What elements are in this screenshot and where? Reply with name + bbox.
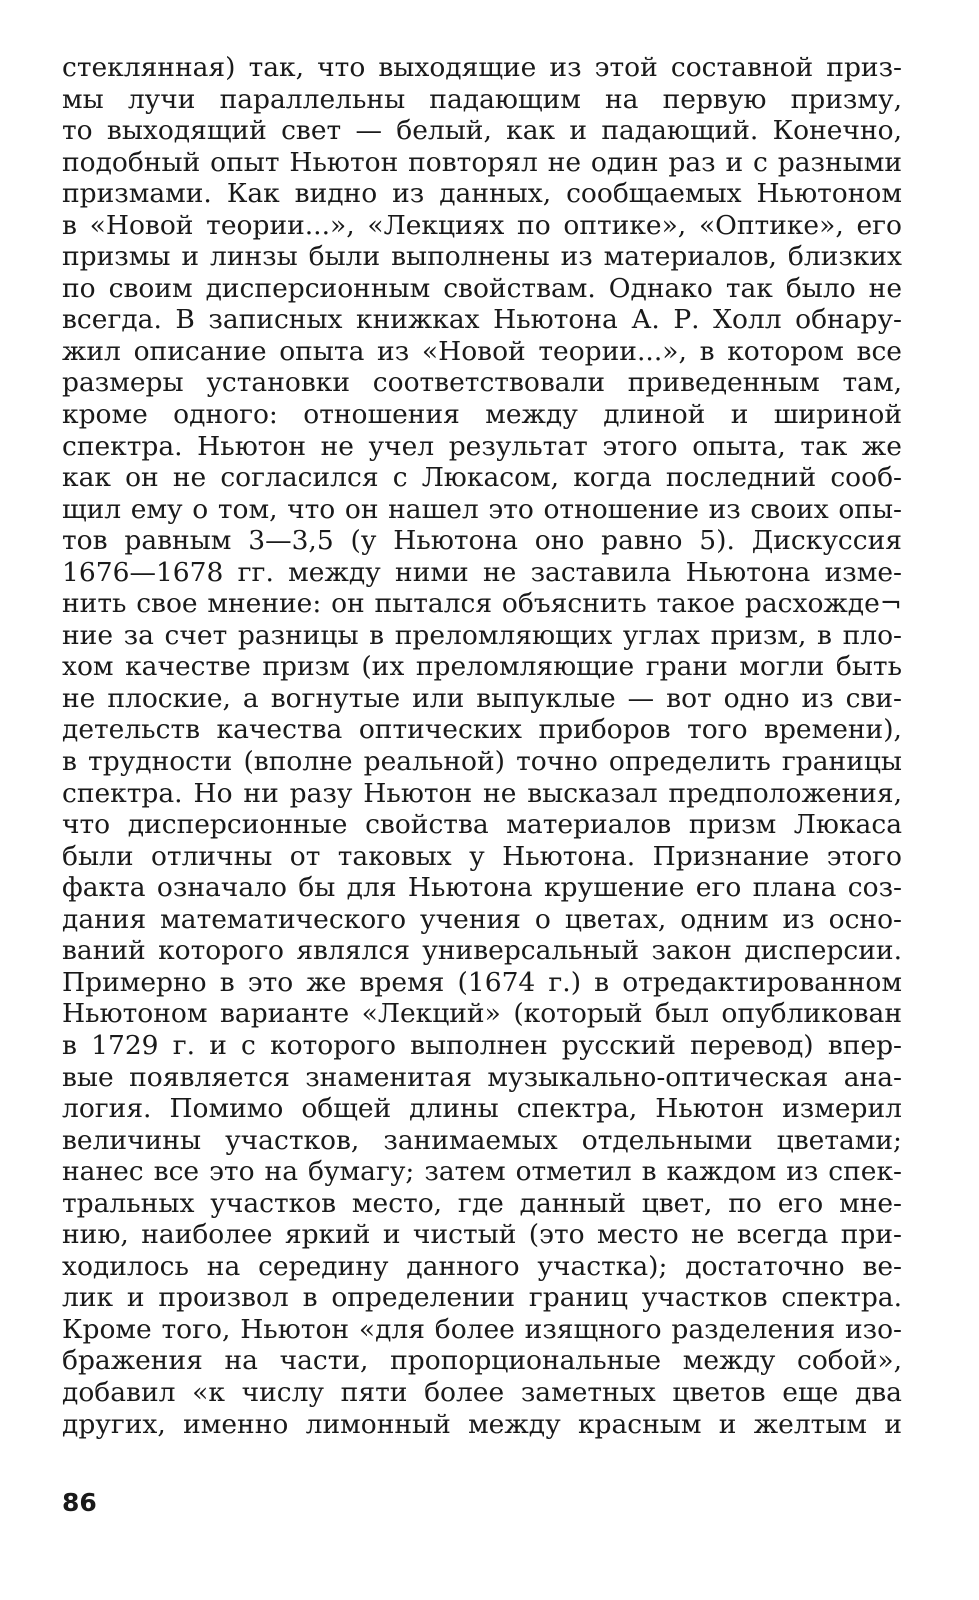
text-line: хом качестве призм (их преломляющие грани могли быть (62, 651, 902, 683)
text-line: щил ему о том, что он нашел это отношение из своих опы- (62, 493, 902, 525)
text-line: детельств качества оптических приборов того времени), (62, 714, 902, 746)
text-line: спектра. Ньютон не учел результат этого опыта, так же (62, 430, 902, 462)
text-line: в трудности (вполне реальной) точно определить границы (62, 746, 902, 778)
text-line: нию, наиболее яркий и чистый (это место не всегда при- (62, 1219, 902, 1251)
text-line: других, именно лимонный между красным и желтым и (62, 1408, 902, 1440)
text-line: мы лучи параллельны падающим на первую призму, (62, 83, 902, 115)
text-line: ходилось на середину данного участка); достаточно ве- (62, 1250, 902, 1282)
text-line: всегда. В записных книжках Ньютона А. Р. Холл обнару- (62, 304, 902, 336)
text-line: в 1729 г. и с которого выполнен русский перевод) впер- (62, 1029, 902, 1061)
text-line: тов равным 3—3,5 (у Ньютона оно равно 5). Дискуссия (62, 525, 902, 557)
text-line: Кроме того, Ньютон «для более изящного разделения изо- (62, 1313, 902, 1345)
text-line: жил описание опыта из «Новой теории...», в котором все (62, 335, 902, 367)
text-line: вые появляется знаменитая музыкально-оптическая ана- (62, 1061, 902, 1093)
text-line: призмы и линзы были выполнены из материалов, близких (62, 241, 902, 273)
text-line: кроме одного: отношения между длиной и шириной (62, 399, 902, 431)
text-line: добавил «к числу пяти более заметных цветов еще два (62, 1376, 902, 1408)
text-line: в «Новой теории...», «Лекциях по оптике», «Оптике», его (62, 209, 902, 241)
text-line: по своим дисперсионным свойствам. Однако так было не (62, 272, 902, 304)
text-line: спектра. Но ни разу Ньютон не высказал предположения, (62, 777, 902, 809)
text-line: ние за счет разницы в преломляющих углах призм, в пло- (62, 619, 902, 651)
text-line: величины участков, занимаемых отдельными цветами; (62, 1124, 902, 1156)
text-line: Примерно в это же время (1674 г.) в отредактированном (62, 966, 902, 998)
text-line: Ньютоном варианте «Лекций» (который был опубликован (62, 998, 902, 1030)
text-line: факта означало бы для Ньютона крушение его плана соз- (62, 872, 902, 904)
text-line: тральных участков место, где данный цвет, по его мне- (62, 1187, 902, 1219)
text-line: бражения на части, пропорциональные между собой», (62, 1345, 902, 1377)
text-line: логия. Помимо общей длины спектра, Ньютон измерил (62, 1093, 902, 1125)
text-line: подобный опыт Ньютон повторял не один раз и с разными (62, 146, 902, 178)
text-line: дания математического учения о цветах, одним из осно- (62, 903, 902, 935)
text-line: нить свое мнение: он пытался объяснить такое расхожде¬ (62, 588, 902, 620)
text-line: лик и произвол в определении границ участков спектра. (62, 1282, 902, 1314)
text-line: были отличны от таковых у Ньютона. Признание этого (62, 840, 902, 872)
page-number: 86 (62, 1488, 97, 1517)
text-line: что дисперсионные свойства материалов призм Люкаса (62, 809, 902, 841)
text-line: то выходящий свет — белый, как и падающий. Конечно, (62, 115, 902, 147)
text-line: размеры установки соответствовали приведенным там, (62, 367, 902, 399)
text-line: стеклянная) так, что выходящие из этой составной приз- (62, 52, 902, 83)
page-body-text (62, 52, 902, 1440)
text-line: не плоские, а вогнутые или выпуклые — вот одно из сви- (62, 682, 902, 714)
text-line: как он не согласился с Люкасом, когда последний сооб- (62, 462, 902, 494)
text-line: нанес все это на бумагу; затем отметил в каждом из спек- (62, 1156, 902, 1188)
text-line: 1676—1678 гг. между ними не заставила Ньютона изме- (62, 556, 902, 588)
text-line: призмами. Как видно из данных, сообщаемых Ньютоном (62, 178, 902, 210)
text-line: ваний которого являлся универсальный закон дисперсии. (62, 935, 902, 967)
